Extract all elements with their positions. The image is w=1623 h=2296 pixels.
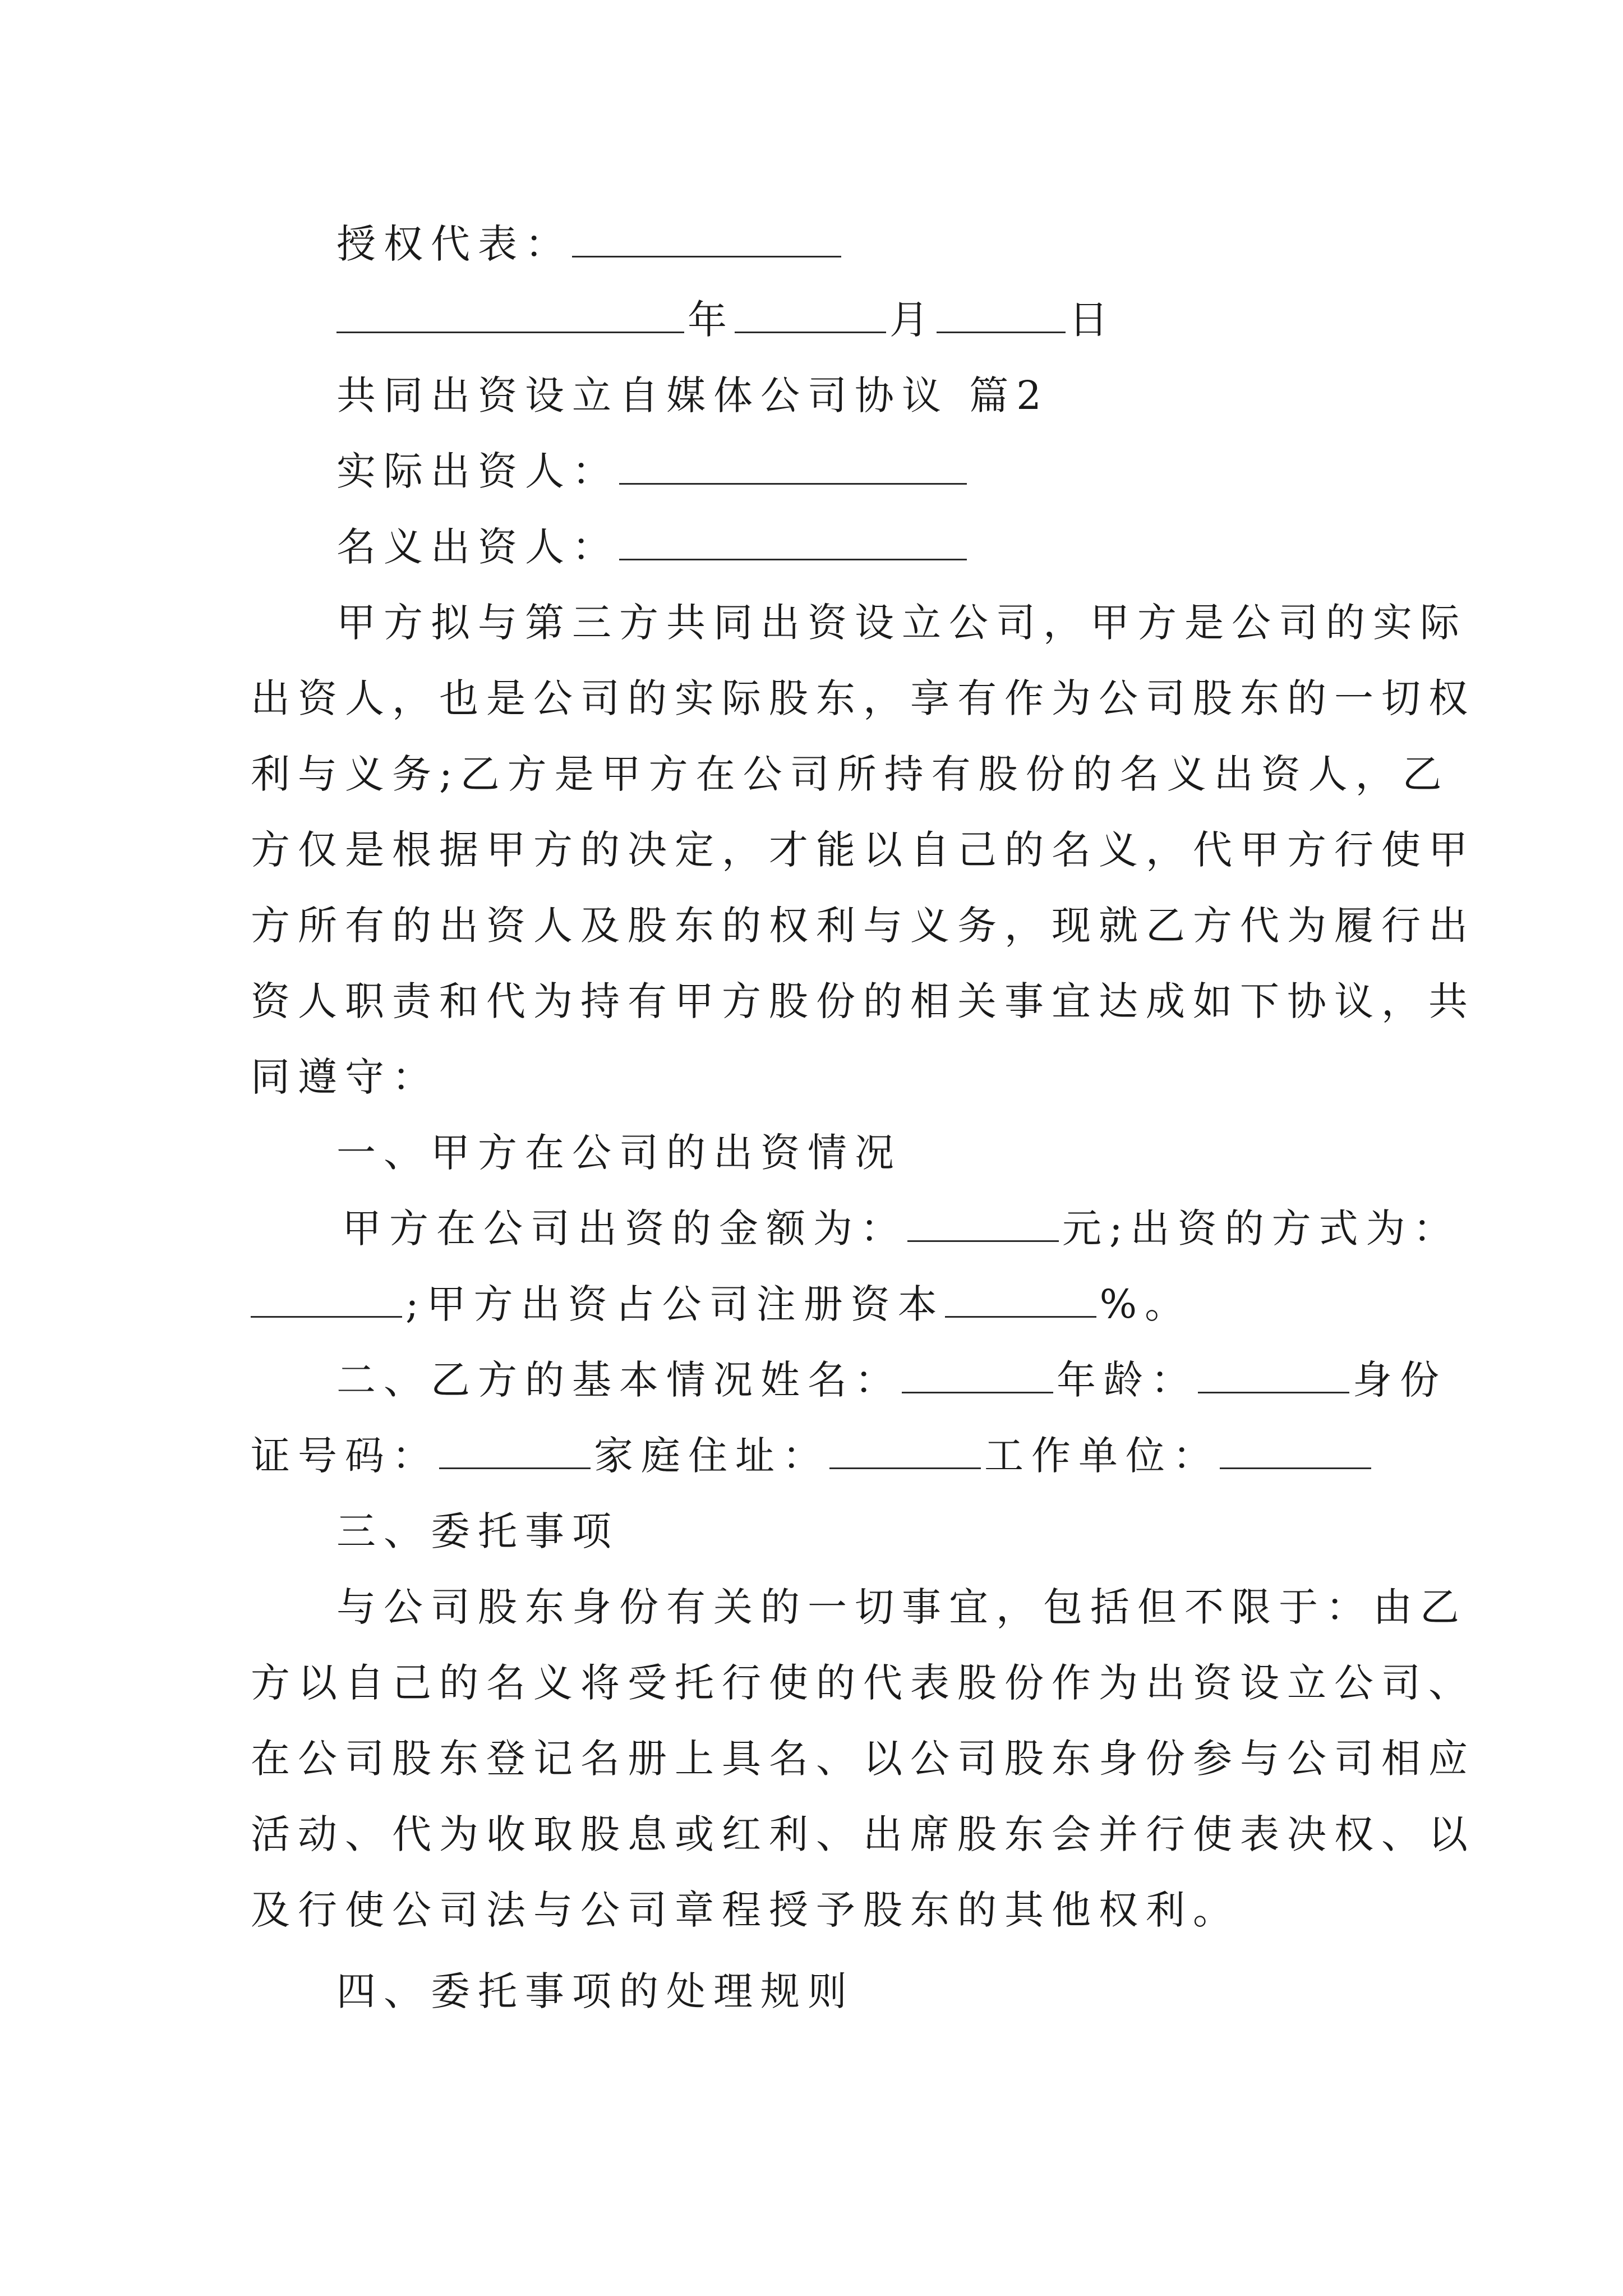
section2-id-label-a: 身份: [1353, 1357, 1447, 1403]
intro-line: 甲方拟与第三方共同出资设立公司，甲方是公司的实际: [336, 600, 1467, 646]
section2-id-label-b: 证号码：: [251, 1433, 439, 1479]
section3-body-line: 活动、代为收取股息或红利、出席股东会并行使表决权、以: [251, 1811, 1476, 1857]
section4-title: 四、委托事项的处理规则: [336, 1968, 855, 2014]
section1-title: 一、甲方在公司的出资情况: [336, 1130, 902, 1176]
day-blank[interactable]: [937, 299, 1066, 333]
intro-line: 利与义务;乙方是甲方在公司所持有股份的名义出资人，乙: [251, 751, 1450, 797]
representative-label: 授权代表：: [336, 221, 572, 267]
nominal-investor-label: 名义出资人：: [336, 524, 619, 570]
section3-body-line: 方以自己的名义将受托行使的代表股份作为出资设立公司、: [251, 1660, 1476, 1706]
age-blank[interactable]: [1198, 1359, 1349, 1393]
section2-age-label: 年龄：: [1057, 1357, 1198, 1403]
intro-line: 方仅是根据甲方的决定，才能以自己的名义，代甲方行使甲: [251, 827, 1476, 873]
nominal-investor-line: [336, 508, 1406, 586]
representative-blank[interactable]: [572, 223, 841, 257]
section3-title: 三、委托事项: [336, 1508, 619, 1554]
section1-amount-unit: 元;出资的方式为：: [1062, 1205, 1460, 1251]
date-line: [336, 280, 1406, 359]
nominal-investor-blank[interactable]: [619, 526, 967, 560]
section1-amount-label: 甲方在公司出资的金额为：: [342, 1205, 907, 1251]
section1-share-unit: %。: [1099, 1281, 1192, 1327]
section2-work-label: 工作单位：: [984, 1433, 1220, 1479]
intro-line: 出资人，也是公司的实际股东，享有作为公司股东的一切权: [251, 675, 1476, 721]
section2-address-label: 家庭住址：: [594, 1433, 829, 1479]
year-label: 年: [688, 297, 735, 343]
representative-line: [336, 205, 1406, 283]
address-blank[interactable]: [829, 1435, 981, 1469]
intro-line: 方所有的出资人及股东的权利与义务，现就乙方代为履行出: [251, 903, 1476, 949]
method-blank[interactable]: [251, 1283, 402, 1318]
month-label: 月: [889, 297, 937, 343]
name-blank[interactable]: [902, 1359, 1053, 1393]
share-blank[interactable]: [945, 1283, 1096, 1318]
actual-investor-label: 实际出资人：: [336, 448, 619, 494]
day-label: 日: [1069, 297, 1116, 343]
section2-label: 二、乙方的基本情况姓名：: [336, 1357, 902, 1403]
intro-line: 资人职责和代为持有甲方股份的相关事宜达成如下协议，共: [251, 978, 1476, 1024]
id-number-blank[interactable]: [439, 1435, 591, 1469]
actual-investor-line: [336, 432, 1406, 510]
section1-amount-line: [342, 1189, 1460, 1268]
actual-investor-blank[interactable]: [619, 450, 967, 485]
amount-blank[interactable]: [907, 1208, 1059, 1242]
section2-line: [336, 1341, 1447, 1419]
section1-share-line: [251, 1265, 1406, 1343]
document-heading: 共同出资设立自媒体公司协议 篇2: [336, 372, 1049, 418]
section3-body-line: 在公司股东登记名册上具名、以公司股东身份参与公司相应: [251, 1736, 1476, 1782]
workplace-blank[interactable]: [1220, 1435, 1371, 1469]
month-blank[interactable]: [735, 299, 886, 333]
section1-share-label: ;甲方出资占公司注册资本: [405, 1281, 945, 1327]
section2-line-2: [251, 1416, 1406, 1495]
section3-body-line: 与公司股东身份有关的一切事宜，包括但不限于：由乙: [336, 1584, 1467, 1630]
intro-line: 同遵守：: [251, 1054, 439, 1100]
section3-body-line: 及行使公司法与公司章程授予股东的其他权利。: [251, 1887, 1240, 1933]
year-blank[interactable]: [336, 299, 684, 333]
